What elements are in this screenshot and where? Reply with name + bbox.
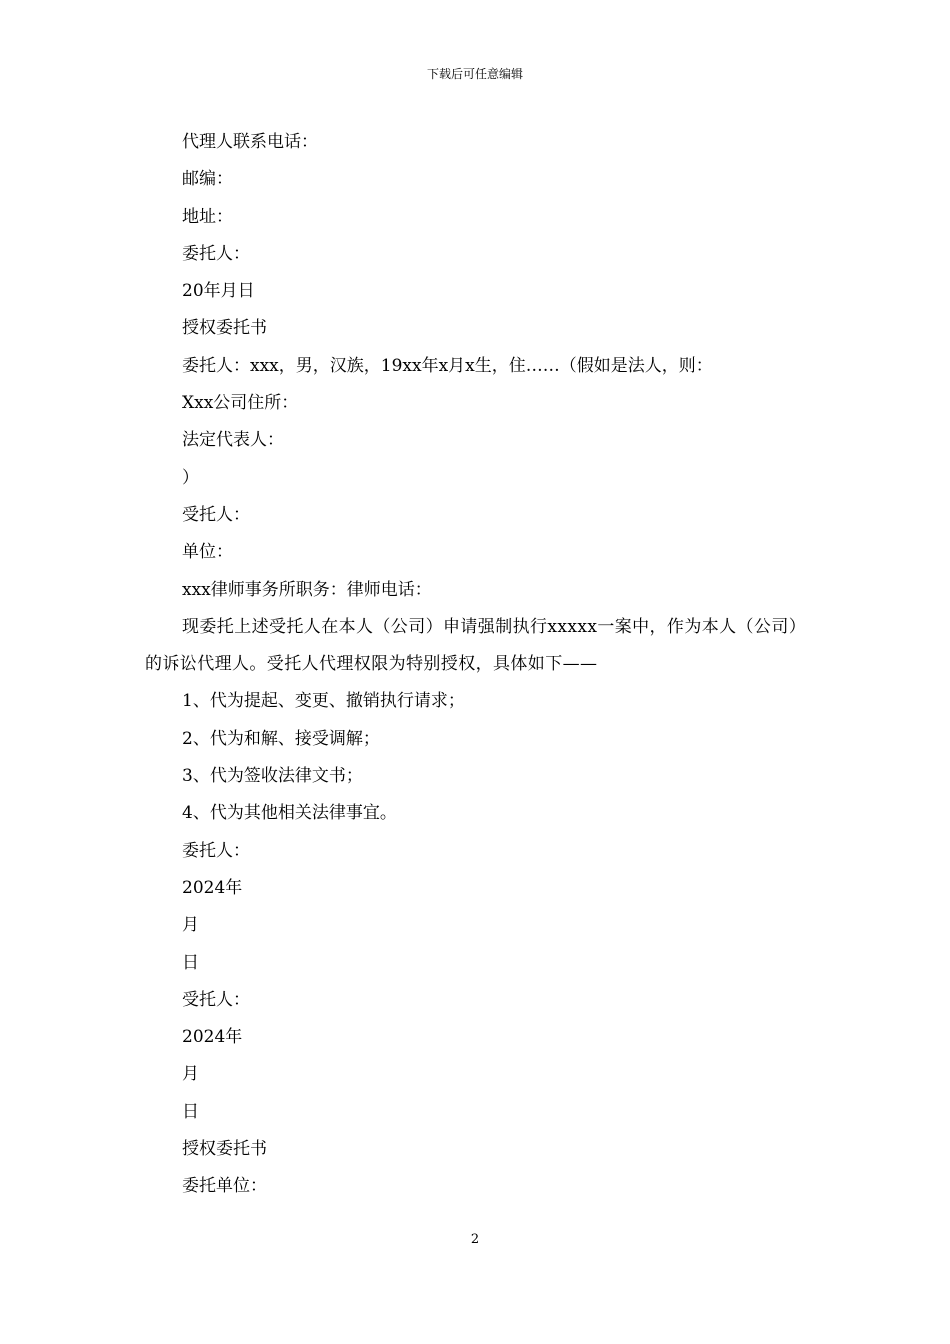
- text-line: 委托人：: [182, 840, 250, 861]
- text-line: 2024年: [182, 877, 243, 898]
- document-body: [145, 124, 810, 1206]
- text-line: xxx律师事务所职务：律师电话：: [182, 579, 432, 600]
- text-line: 受托人：: [182, 989, 250, 1010]
- authorization-paragraph: 现委托上述受托人在本人（公司）申请强制执行xxxxx一案中，作为本人（公司）的诉讼代理人。受托人代理权限为特别授权，具体如下——: [145, 616, 807, 675]
- text-line: 委托人：xxx，男，汉族，19xx年x月x生，住……（假如是法人，则：: [182, 355, 713, 376]
- text-line: 日: [182, 952, 199, 973]
- text-line: 委托单位：: [182, 1176, 267, 1197]
- text-line: 地址：: [182, 206, 233, 227]
- list-item: 3、代为签收法律文书；: [182, 766, 363, 787]
- text-line: 月: [182, 915, 199, 936]
- text-line: Xxx公司住所：: [182, 393, 299, 414]
- text-line: 代理人联系电话：: [182, 132, 318, 152]
- text-line: 邮编：: [182, 169, 233, 190]
- text-line: 2024年: [182, 1027, 243, 1048]
- text-line: ）: [182, 467, 199, 488]
- text-line: 月: [182, 1064, 199, 1085]
- page-header: 下载后可任意编辑: [426, 67, 523, 81]
- text-line: 委托人：: [182, 243, 250, 264]
- section-title: 授权委托书: [182, 1139, 267, 1160]
- text-line: 日: [182, 1101, 199, 1122]
- page-number: 2: [470, 1232, 480, 1247]
- text-line: 单位：: [182, 542, 233, 563]
- list-item: 4、代为其他相关法律事宜。: [182, 803, 397, 824]
- text-line: 20年月日: [182, 281, 255, 302]
- list-item: 2、代为和解、接受调解；: [182, 728, 380, 749]
- text-line: 受托人：: [182, 504, 250, 525]
- list-item: 1、代为提起、变更、撤销执行请求；: [182, 691, 465, 712]
- text-line: 法定代表人：: [182, 430, 284, 451]
- section-title: 授权委托书: [182, 318, 267, 339]
